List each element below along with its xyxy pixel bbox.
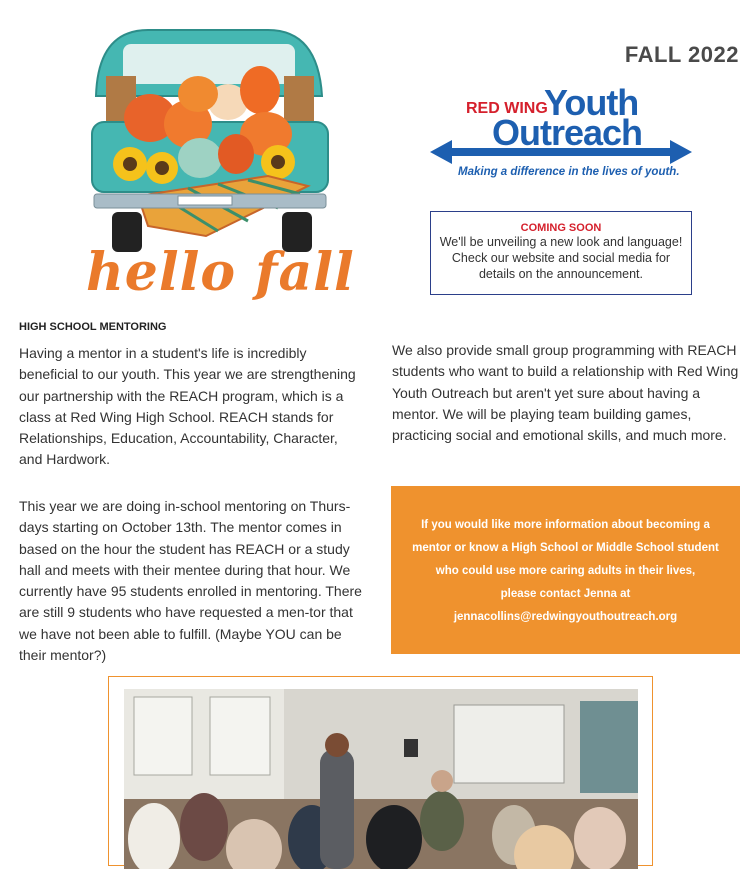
coming-soon-body: We'll be unveiling a new look and language! Check our website and social media for details on the announcement.: [439, 235, 683, 281]
coming-soon-heading: COMING SOON: [520, 222, 602, 234]
section-title: HIGH SCHOOL MENTORING: [19, 321, 167, 333]
contact-email[interactable]: jennacollins@redwingyouthoutreach.org: [453, 611, 678, 623]
mentoring-paragraph-1: Having a mentor in a student's life is incredibly beneficial to our youth. This year we are strengthening our partnership with the REACH program, which is a class at Red Wing High School. REACH stands for Relationships, Education, Accountability, Character, and Hardwork.: [19, 345, 356, 468]
hello-fall-heading: hello fall: [86, 242, 355, 303]
classroom-photo: [124, 689, 638, 869]
logo-red-wing: RED WING: [466, 100, 548, 117]
mentoring-paragraph-2: This year we are doing in-school mentoring on Thurs-days starting on October 13th. The mentor comes in based on the hour the student has REACH or a study hall and meets with their mentee during that hour. We currently have 95 students enrolled in mentoring. There are still 9 students who have requested a men-tor that we have not been able to fulfill. (Maybe YOU can be their mentor?): [19, 498, 362, 664]
mentoring-paragraph-3: We also provide small group programming with REACH students who want to build a relationship with Red Wing Youth Outreach but aren't yet sure about having a mentor. We will be playing team building games, practicing social and emotional skills, and much more.: [392, 342, 739, 444]
contact-box: [391, 486, 740, 654]
red-wing-youth-outreach-logo: [426, 82, 696, 188]
contact-line-4: please contact Jenna at: [500, 588, 631, 600]
season-label: FALL 2022: [624, 42, 739, 67]
coming-soon-box: [430, 211, 692, 295]
logo-tagline: Making a difference in the lives of youth.: [458, 166, 680, 178]
logo-outreach: Outreach: [492, 112, 643, 153]
pumpkin-truck-illustration: [78, 26, 340, 258]
contact-line-2: mentor or know a High School or Middle School student: [412, 542, 719, 554]
contact-line-1: If you would like more information about becoming a: [421, 519, 710, 531]
logo-youth: Youth: [544, 82, 639, 123]
contact-line-3: who could use more caring adults in their lives,: [435, 565, 696, 577]
